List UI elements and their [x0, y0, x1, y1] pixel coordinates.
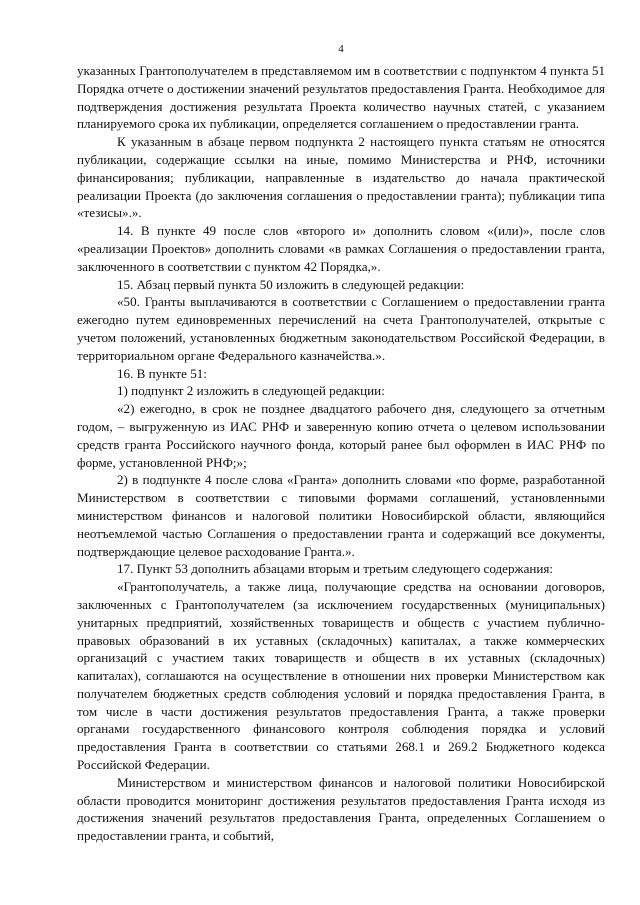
document-body — [77, 62, 605, 845]
paragraph-12: Министерством и министерством финансов и налоговой политики Новосибирской области проводится мониторинг достижения результатов предоставления Гранта исходя из достижения значений результатов предоставления Гранта, определенных Соглашением о предоставлении гранта, и событий, — [77, 774, 605, 844]
paragraph-5: «50. Гранты выплачиваются в соответствии с Соглашением о предоставлении гранта ежегодно путем единовременных перечислений на счета Грантополучателей, открытые с учетом положений, установленных бюджетным законодательством Российской Федерации, в территориальном органе Федерального казначейства.». — [77, 294, 605, 363]
paragraph-10: 17. Пункт 53 дополнить абзацами вторым и третьим следующего содержания: — [117, 561, 554, 577]
paragraph-4: 15. Абзац первый пункта 50 изложить в следующей редакции: — [117, 276, 465, 292]
paragraph-8: «2) ежегодно, в срок не позднее двадцатого рабочего дня, следующего за отчетным годом, – выгруженную из ИАС РНФ и заверенную копию отчета о целевом использовании средств гранта Российского научного фонда, который ранее был оформлен в ИАС РНФ по форме, установленной РНФ;»; — [77, 401, 605, 470]
paragraph-11: «Грантополучатель, а также лица, получающие средства на основании договоров, заключенных с Грантополучателем (за исключением государственных (муниципальных) унитарных предприятий, хозяйственных товариществ и обществ с участием публично-правовых образований в их уставных (складочных) капиталах, а также коммерческих организаций с участием таких товариществ и обществ в их уставных (складочных) капиталах), соглашаются на осуществление в отношении них проверки Министерством как получателем бюджетных средств соблюдения условий и порядка предоставления Гранта, в том числе в части достижения результатов предоставления Гранта, а также проверки органами государственного финансового контроля соблюдения порядка и условий предоставления Гранта в соответствии со статьями 268.1 и 269.2 Бюджетного кодекса Российской Федерации. — [77, 579, 605, 773]
paragraph-2: К указанным в абзаце первом подпункта 2 настоящего пункта статьям не относятся публикации, содержащие ссылки на иные, помимо Министерства и РНФ, источники финансирования; публикации, направленные в издательство до начала практической реализации Проекта (до заключения соглашения о предоставлении гранта); публикации типа «тезисы».». — [77, 134, 605, 221]
paragraph-9: 2) в подпункте 4 после слова «Гранта» дополнить словами «по форме, разработанной Министерством в соответствии с типовыми формами соглашений, установленными министерством финансов и налоговой политики Новосибирской области, являющийся неотъемлемой частью Соглашения о предоставлении гранта и содержащий все документы, подтверждающие целевое расходование Гранта.». — [77, 472, 605, 559]
page-number: 4 — [338, 43, 344, 55]
paragraph-3: 14. В пункте 49 после слов «второго и» дополнить словом «(или)», после слов «реализации Проектов» дополнить словами «в рамках Соглашения о предоставлении гранта, заключенного в соответствии с пунктом 42 Порядка,». — [77, 223, 605, 274]
paragraph-7: 1) подпункт 2 изложить в следующей редакции: — [117, 383, 385, 399]
paragraph-6: 16. В пункте 51: — [117, 365, 207, 381]
paragraph-1: указанных Грантополучателем в представляемом им в соответствии с подпунктом 4 пункта 51 Порядка отчете о достижении значений результатов предоставления Гранта. Необходимое для подтверждения достижения результата Проекта количество научных статей, с указанием планируемого срока их публикации, определяется соглашением о предоставлении гранта. — [77, 63, 605, 132]
